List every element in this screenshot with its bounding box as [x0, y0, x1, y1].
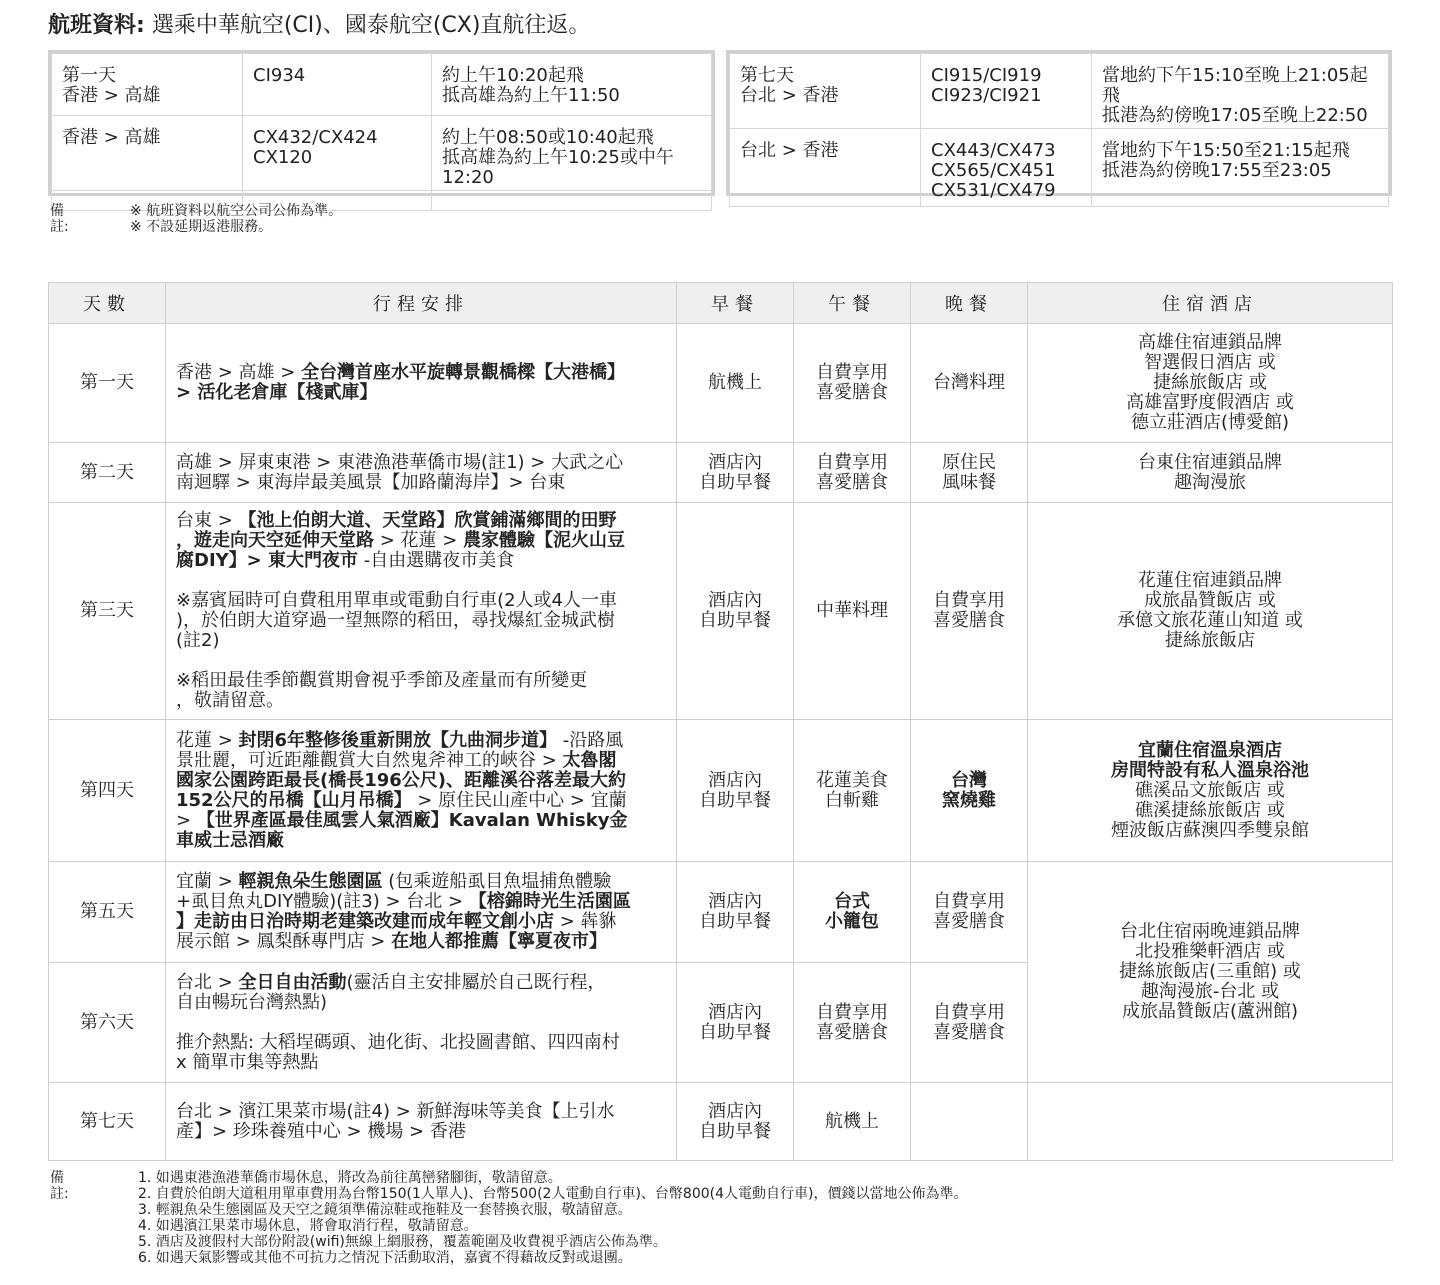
table-row: [49, 324, 1393, 443]
note-item: 5. 酒店及渡假村大部份附設(wifi)無線上網服務，覆蓋範圍及收費視乎酒店公佈為準。: [138, 1234, 667, 1250]
day-label: 第七天: [49, 1083, 166, 1161]
note-item: ※ 不設延期返港服務。: [130, 219, 273, 235]
plan-cell: 高雄 > 屏東東港 > 東港漁港華僑市場(註1) > 大武之心 南迴驛 > 東海岸最美風景【加路蘭海岸】> 台東: [166, 443, 677, 503]
dinner-cell: 台灣 窯燒雞: [911, 720, 1028, 862]
flight-route: 第七天 台北 > 香港: [730, 54, 921, 129]
flight-number: CI934: [243, 54, 432, 116]
flight-number: CX443/CX473 CX565/CX451 CX531/CX479: [921, 129, 1092, 207]
plan-highlight: 農家體驗【泥火山豆 腐DIY】> 東大門夜市: [176, 530, 626, 571]
table-row: [49, 443, 1393, 503]
table-row: [49, 1083, 1393, 1161]
day-label: 第四天: [49, 720, 166, 862]
breakfast-cell: 酒店內 自助早餐: [677, 862, 794, 963]
day-label: 第三天: [49, 503, 166, 720]
hotel-highlight: 宜蘭住宿溫泉酒店 房間特設有私人溫泉浴池: [1111, 739, 1309, 781]
plan-cell: 台北 > 濱江果菜市場(註4) > 新鮮海味等美食【上引水 產】> 珍珠養殖中心 > 機場 > 香港: [166, 1083, 677, 1161]
plan-note: 推介熱點: 大稻埕碼頭、迪化街、北投圖書館、四四南村 x 簡單市集等熱點: [176, 1031, 620, 1073]
note-item: ※ 航班資料以航空公司公佈為準。: [130, 203, 343, 219]
note-item: 2. 自費於伯朗大道租用單車費用為台幣150(1人單人)、台幣500(2人電動自行車)、台幣800(4人電動自行車)，價錢以當地公佈為準。: [138, 1186, 968, 1202]
flight-number: CX432/CX424 CX120: [243, 116, 432, 191]
flight-time: 當地約下午15:50至21:15起飛 抵港為約傍晚17:55至23:05: [1092, 129, 1389, 207]
hotel-cell: 高雄住宿連鎖品牌 智選假日酒店 或 捷絲旅飯店 或 高雄富野度假酒店 或 德立莊酒店(博愛館): [1028, 324, 1393, 443]
note-label: 備註:: [50, 203, 69, 235]
header-hotel: 住宿酒店: [1028, 283, 1393, 324]
plan-text: 香港 > 高雄 >: [176, 362, 302, 383]
plan-note: ※嘉賓屆時可自費租用單車或電動自行車(2人或4人一車 )，於伯朗大道穿過一望無際的稻田，尋找爆紅金城武樹 (註2): [176, 590, 618, 651]
plan-cell: [166, 862, 677, 963]
plan-cell: [166, 324, 677, 443]
hotel-cell: 台北住宿兩晚連鎖品牌 北投雅樂軒酒店 或 捷絲旅飯店(三重館) 或 趣淘漫旅-台北 或 成旅晶贊飯店(蘆洲館): [1028, 862, 1393, 1083]
page-header: [48, 10, 590, 42]
lunch-cell: 花蓮美食 白斬雞: [794, 720, 911, 862]
plan-cell: [166, 720, 677, 862]
flight-table-outbound: [48, 50, 715, 196]
plan-highlight: 【世界產區最佳風雲人氣酒廠】Kavalan Whisky金 車威士忌酒廠: [176, 809, 628, 851]
note-item: 6. 如遇天氣影響或其他不可抗力之情況下活動取消，嘉賓不得藉故反對或退團。: [138, 1250, 632, 1266]
header-days: 天數: [49, 283, 166, 324]
hotel-list: 礁溪品文旅飯店 或 礁溪捷絲旅飯店 或 煙波飯店蘇澳四季雙泉館: [1111, 779, 1309, 841]
lunch-cell: 自費享用 喜愛膳食: [794, 443, 911, 503]
hotel-cell: 花蓮住宿連鎖品牌 成旅晶贊飯店 或 承億文旅花蓮山知道 或 捷絲旅飯店: [1028, 503, 1393, 720]
plan-highlight: 全日自由活動: [238, 971, 347, 993]
flight-time: 約上午10:20起飛 抵高雄為約上午11:50: [432, 54, 712, 116]
day-label: 第二天: [49, 443, 166, 503]
plan-highlight: 在地人都推薦【寧夏夜市】: [391, 931, 608, 952]
lunch-cell: 航機上: [794, 1083, 911, 1161]
lunch-cell: 中華料理: [794, 503, 911, 720]
plan-highlight: 【池上伯朗大道、天堂路】欣賞鋪滿鄉間的田野 ，遊走向天空延伸天堂路: [176, 510, 617, 551]
dinner-cell: [911, 1083, 1028, 1161]
header-breakfast: 早餐: [677, 283, 794, 324]
itinerary-header-row: [49, 283, 1393, 324]
table-row: [49, 720, 1393, 862]
breakfast-cell: 酒店內 自助早餐: [677, 1083, 794, 1161]
itinerary-table: [48, 282, 1393, 1161]
flight-route: 香港 > 高雄: [52, 116, 243, 191]
hotel-cell: [1028, 720, 1393, 862]
flight-table-return: [726, 50, 1392, 201]
day-label: 第一天: [49, 324, 166, 443]
plan-text: > 原住民山產中心 > 宜蘭 >: [176, 789, 627, 831]
plan-text: > 犇貅 展示館 > 鳳梨酥專門店 >: [176, 911, 617, 952]
plan-text: -沿路風 景壯麗，可近距離觀賞大自然鬼斧神工的峽谷 >: [176, 729, 624, 771]
dinner-cell: 台灣料理: [911, 324, 1028, 443]
flight-number: CI915/CI919 CI923/CI921: [921, 54, 1092, 129]
day-label: 第六天: [49, 963, 166, 1083]
breakfast-cell: 酒店內 自助早餐: [677, 963, 794, 1083]
dinner-cell: 自費享用 喜愛膳食: [911, 862, 1028, 963]
header-lunch: 午餐: [794, 283, 911, 324]
header-title: 航班資料:: [48, 13, 145, 38]
table-row: [49, 503, 1393, 720]
plan-highlight: 輕親魚朵生態園區: [238, 871, 383, 892]
plan-highlight: 太魯閣 國家公園跨距最長(橋長196公尺)、距離溪谷落差最大約 152公尺的吊橋【山月吊橋】: [176, 749, 627, 811]
flight-row: [52, 54, 712, 116]
breakfast-cell: 航機上: [677, 324, 794, 443]
hotel-cell: 台東住宿連鎖品牌 趣淘漫旅: [1028, 443, 1393, 503]
flight-time: 當地約下午15:10至晚上21:05起飛 抵港為約傍晚17:05至晚上22:50: [1092, 54, 1389, 129]
plan-note: ※稻田最佳季節觀賞期會視乎季節及產量而有所變更 ，敬請留意。: [176, 670, 588, 711]
lunch-cell: 自費享用 喜愛膳食: [794, 963, 911, 1083]
breakfast-cell: 酒店內 自助早餐: [677, 503, 794, 720]
note-item: 1. 如遇東港漁港華僑市場休息，將改為前往萬巒豬腳街，敬請留意。: [138, 1170, 562, 1186]
header-subtitle: 選乘中華航空(CI)、國泰航空(CX)直航往返。: [151, 13, 591, 38]
plan-text: -自由選購夜市美食: [358, 550, 515, 571]
breakfast-cell: 酒店內 自助早餐: [677, 443, 794, 503]
plan-text: (靈活自主安排屬於自己既行程， 自由暢玩台灣熱點): [176, 971, 606, 1013]
header-dinner: 晚餐: [911, 283, 1028, 324]
note-item: 4. 如遇濱江果菜市場休息，將會取消行程，敬請留意。: [138, 1218, 478, 1234]
plan-highlight: 封閉6年整修後重新開放【九曲洞步道】: [238, 729, 558, 751]
flight-row: [52, 116, 712, 191]
plan-cell: [166, 963, 677, 1083]
flight-route: 台北 > 香港: [730, 129, 921, 207]
plan-highlight: 【榕錦時光生活園區 】走訪由日治時期老建築改建而成年輕文創小店: [176, 891, 631, 932]
breakfast-cell: 酒店內 自助早餐: [677, 720, 794, 862]
day-label: 第五天: [49, 862, 166, 963]
header-plan: 行程安排: [166, 283, 677, 324]
plan-text: 花蓮 >: [176, 729, 239, 751]
flight-row: [730, 54, 1389, 129]
plan-text: 台北 >: [176, 971, 239, 993]
flight-time: 約上午08:50或10:40起飛 抵高雄為約上午10:25或中午12:20: [432, 116, 712, 191]
lunch-cell: 自費享用 喜愛膳食: [794, 324, 911, 443]
plan-text: 台東 >: [176, 510, 239, 531]
plan-cell: [166, 503, 677, 720]
dinner-cell: 自費享用 喜愛膳食: [911, 963, 1028, 1083]
lunch-cell: 台式 小籠包: [794, 862, 911, 963]
plan-text: > 花蓮 >: [374, 530, 464, 551]
flight-route: 第一天 香港 > 高雄: [52, 54, 243, 116]
flight-row: [730, 129, 1389, 207]
note-label: 備註:: [50, 1170, 69, 1202]
dinner-cell: 原住民 風味餐: [911, 443, 1028, 503]
plan-text: 宜蘭 >: [176, 871, 239, 892]
plan-highlight: 全台灣首座水平旋轉景觀橋樑【大港橋】 > 活化老倉庫【棧貳庫】: [176, 362, 626, 403]
dinner-cell: 自費享用 喜愛膳食: [911, 503, 1028, 720]
plan-text: (包乘遊船虱目魚塭捕魚體驗 +虱目魚丸DIY體驗)(註3) > 台北 >: [176, 871, 612, 912]
hotel-cell: [1028, 1083, 1393, 1161]
note-item: 3. 輕親魚朵生態園區及天空之鏡須準備涼鞋或拖鞋及一套替換衣服，敬請留意。: [138, 1202, 632, 1218]
table-row: [49, 862, 1393, 963]
